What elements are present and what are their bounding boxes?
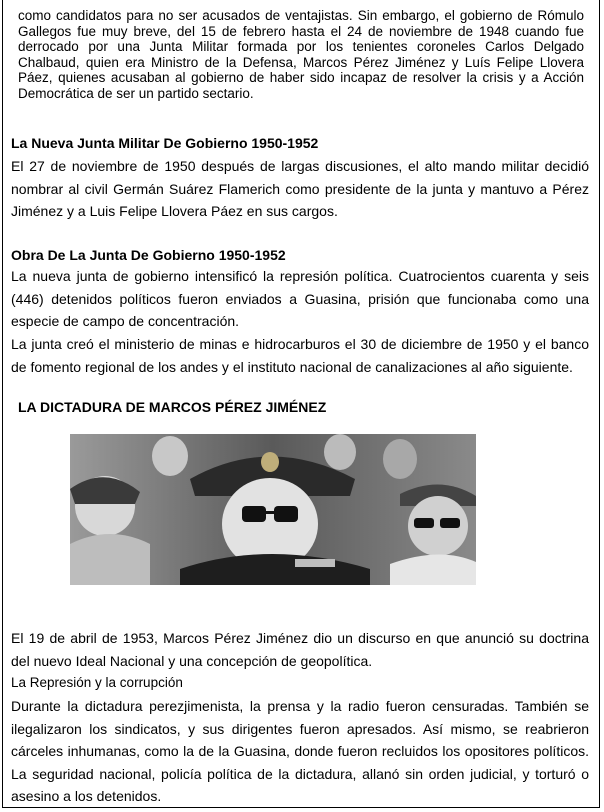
section1-heading: La Nueva Junta Militar De Gobierno 1950-1952	[11, 135, 319, 151]
section2-body-1: La nueva junta de gobierno intensificó la represión política. Cuatrocientos cuarenta y seis (446) detenidos políticos fueron enviados a Guasina, prisión que funcionaba como una especie de campo de concentración.	[11, 268, 589, 330]
section1-body: El 27 de noviembre de 1950 después de largas discusiones, el alto mando militar decidió nombrar al civil Germán Suárez Flamerich como presidente de la junta y mantuvo a Pérez Jiménez y a Luis Felipe Llovera Páez en sus cargos.	[11, 158, 589, 220]
section3-para1: El 19 de abril de 1953, Marcos Pérez Jiménez dio un discurso en que anunció su doctrina del nuevo Ideal Nacional y una concepción de geopolítica.	[11, 630, 589, 669]
section3-para2: Durante la dictadura perezjimenista, la prensa y la radio fueron censuradas. También se ilegalizaron los sindicatos, y sus dirigentes fueron apresados. Así mismo, se reabrieron cárceles inhumanas, como la de la Guasina, donde fueron recluidos los opositores políticos. La seguridad nacional, policía política de la dictadura, allanó sin orden judicial, y torturó o asesino a los detenidos.	[11, 698, 589, 805]
section2-body-2: La junta creó el ministerio de minas e hidrocarburos el 30 de diciembre de 1950 y el banco de fomento regional de los andes y el instituto nacional de canalizaciones al año siguiente.	[11, 336, 589, 375]
section3-subheading: La Represión y la corrupción	[11, 675, 183, 690]
section2-heading: Obra De La Junta De Gobierno 1950-1952	[11, 247, 286, 263]
section3-heading: LA DICTADURA DE MARCOS PÉREZ JIMÉNEZ	[18, 399, 327, 415]
military-officers-photo	[70, 434, 476, 585]
intro-paragraph: como candidatos para no ser acusados de ventajistas. Sin embargo, el gobierno de Rómulo Gallegos fue muy breve, del 15 de febrero hasta el 24 de noviembre de 1948 cuando fue derrocado por una Junta Militar formada por los tenientes coroneles Carlos Delgado Chalbaud, quien era Ministro de la Defensa, Marcos Pérez Jiménez y Luís Felipe Llovera Páez, quienes acusaban al gobierno de haber sido incapaz de resolver la crisis y a Acción Democrática de ser un partido sectario.	[18, 8, 584, 101]
